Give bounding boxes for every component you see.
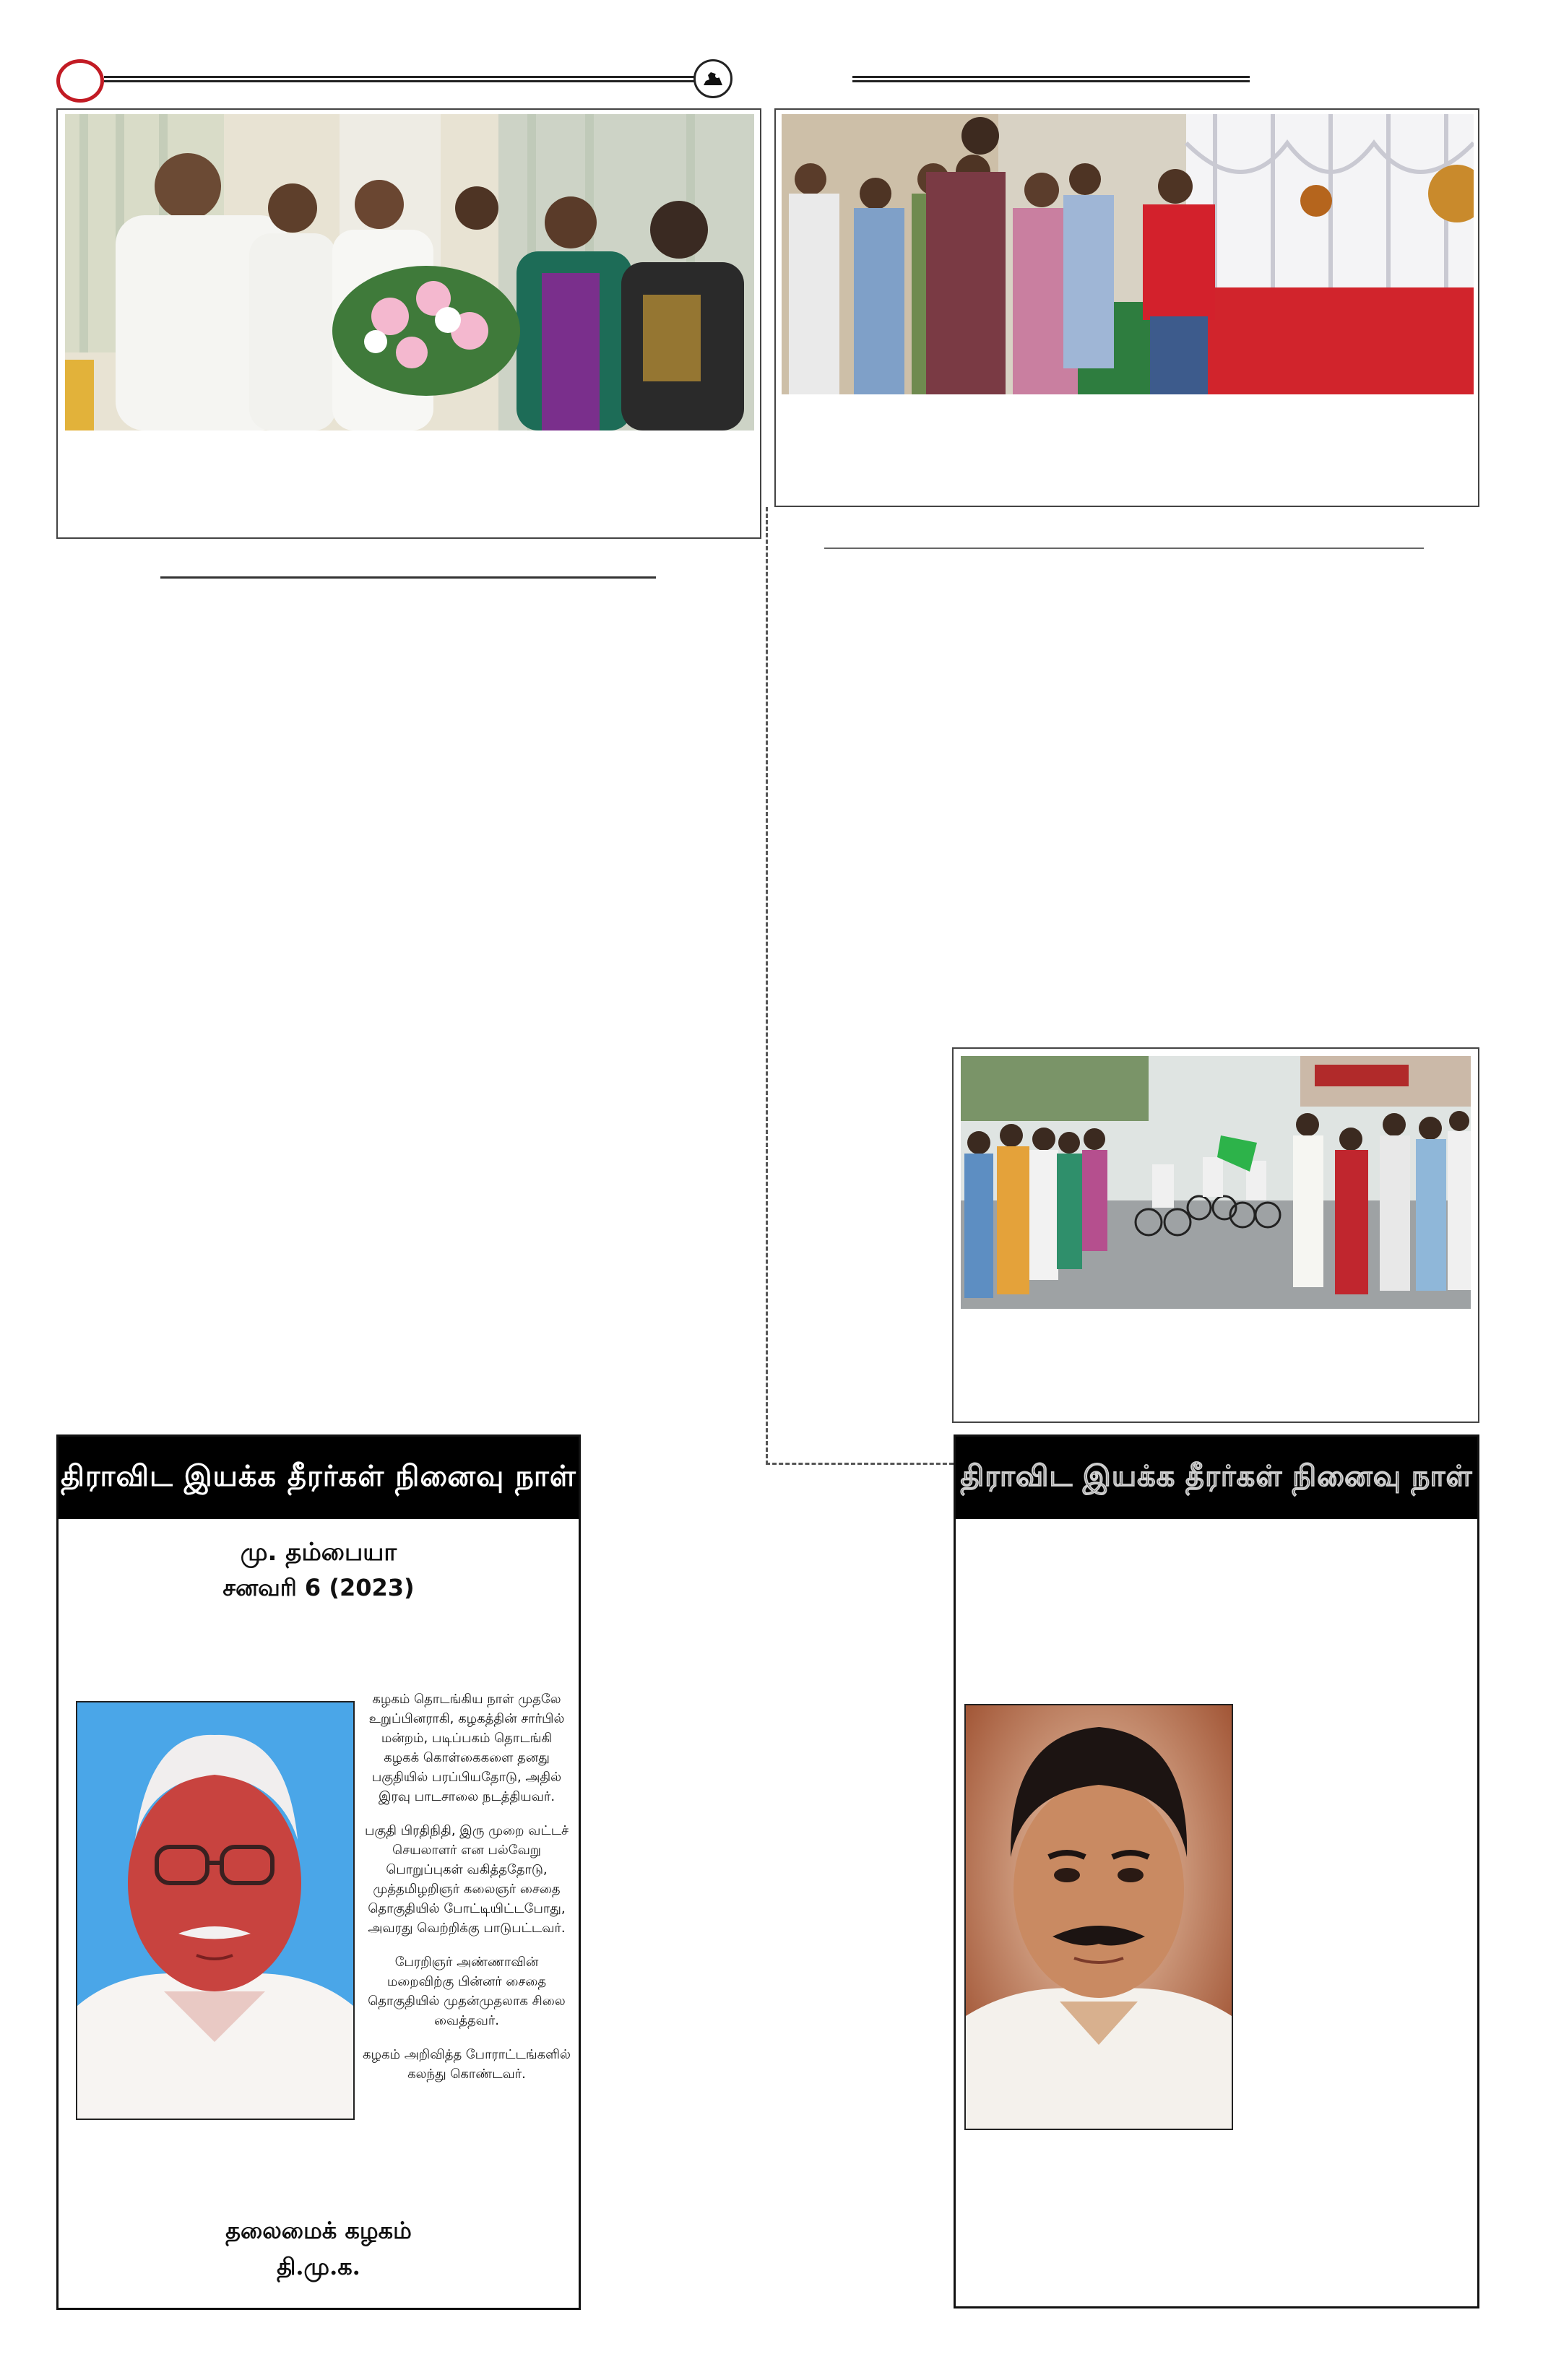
obituary-bio xyxy=(362,1689,571,2098)
photo-leaders-bouquet xyxy=(65,114,754,430)
photo-inspection xyxy=(782,114,1474,394)
obituary-card-right xyxy=(954,1435,1479,2308)
obituary-band-title: திராவிட இயக்க தீரர்கள் நினைவு நாள் xyxy=(59,1437,579,1519)
divider-rule-right xyxy=(824,548,1424,549)
header-rule-right xyxy=(852,76,1250,82)
photo-box-leaders xyxy=(56,108,761,539)
photo-box-inspection xyxy=(774,108,1479,507)
obituary-date: சனவரி 6 (2023) xyxy=(222,1574,415,1601)
photo-cycle-rally xyxy=(961,1056,1471,1309)
portrait-right xyxy=(964,1704,1233,2130)
portrait-thambaiya xyxy=(76,1701,355,2120)
header-red-circle xyxy=(56,59,104,103)
signature-line-2: தி.மு.க. xyxy=(277,2253,360,2280)
signature-line-1: தலைமைக் கழகம் xyxy=(225,2217,412,2244)
obituary-band-title-right: திராவிட இயக்க தீரர்கள் நினைவு நாள் xyxy=(956,1437,1477,1519)
dashed-connector-horizontal xyxy=(766,1463,954,1465)
obituary-card-thambaiya xyxy=(56,1435,581,2310)
divider-rule-left xyxy=(160,576,656,579)
rising-sun-emblem-icon xyxy=(693,59,732,98)
header-rule-left xyxy=(104,76,695,82)
bio-paragraph-2: பகுதி பிரதிநிதி, இரு முறை வட்டச் செயலாளர் என பல்வேறு பொறுப்புகள் வகித்ததோடு, முத்தமிழறிஞர் கலைஞர் சைதை தொகுதியில் போட்டியிட்டபோது, அவரது வெற்றிக்கு பாடுபட்டவர். xyxy=(364,1823,569,1936)
bio-paragraph-1: கழகம் தொடங்கிய நாள் முதலே உறுப்பினராகி, கழகத்தின் சார்பில் மன்றம், படிப்பகம் தொடங்கி கழகக் கொள்கைகளை தனது பகுதியில் பரப்பியதோடு, அதில் இரவு பாடசாலை நடத்தியவர். xyxy=(368,1692,565,1804)
obituary-name: மு. தம்பையா xyxy=(240,1538,397,1567)
bio-paragraph-3: பேரறிஞர் அண்ணாவின் மறைவிற்கு பின்னர் சைதை தொகுதியில் முதன்முதலாக சிலை வைத்தவர். xyxy=(368,1955,566,2028)
photo-box-cycle-rally xyxy=(952,1047,1479,1423)
dashed-connector-vertical xyxy=(766,507,768,1465)
bio-paragraph-4: கழகம் அறிவித்த போராட்டங்களில் கலந்து கொண்டவர். xyxy=(363,2047,571,2082)
